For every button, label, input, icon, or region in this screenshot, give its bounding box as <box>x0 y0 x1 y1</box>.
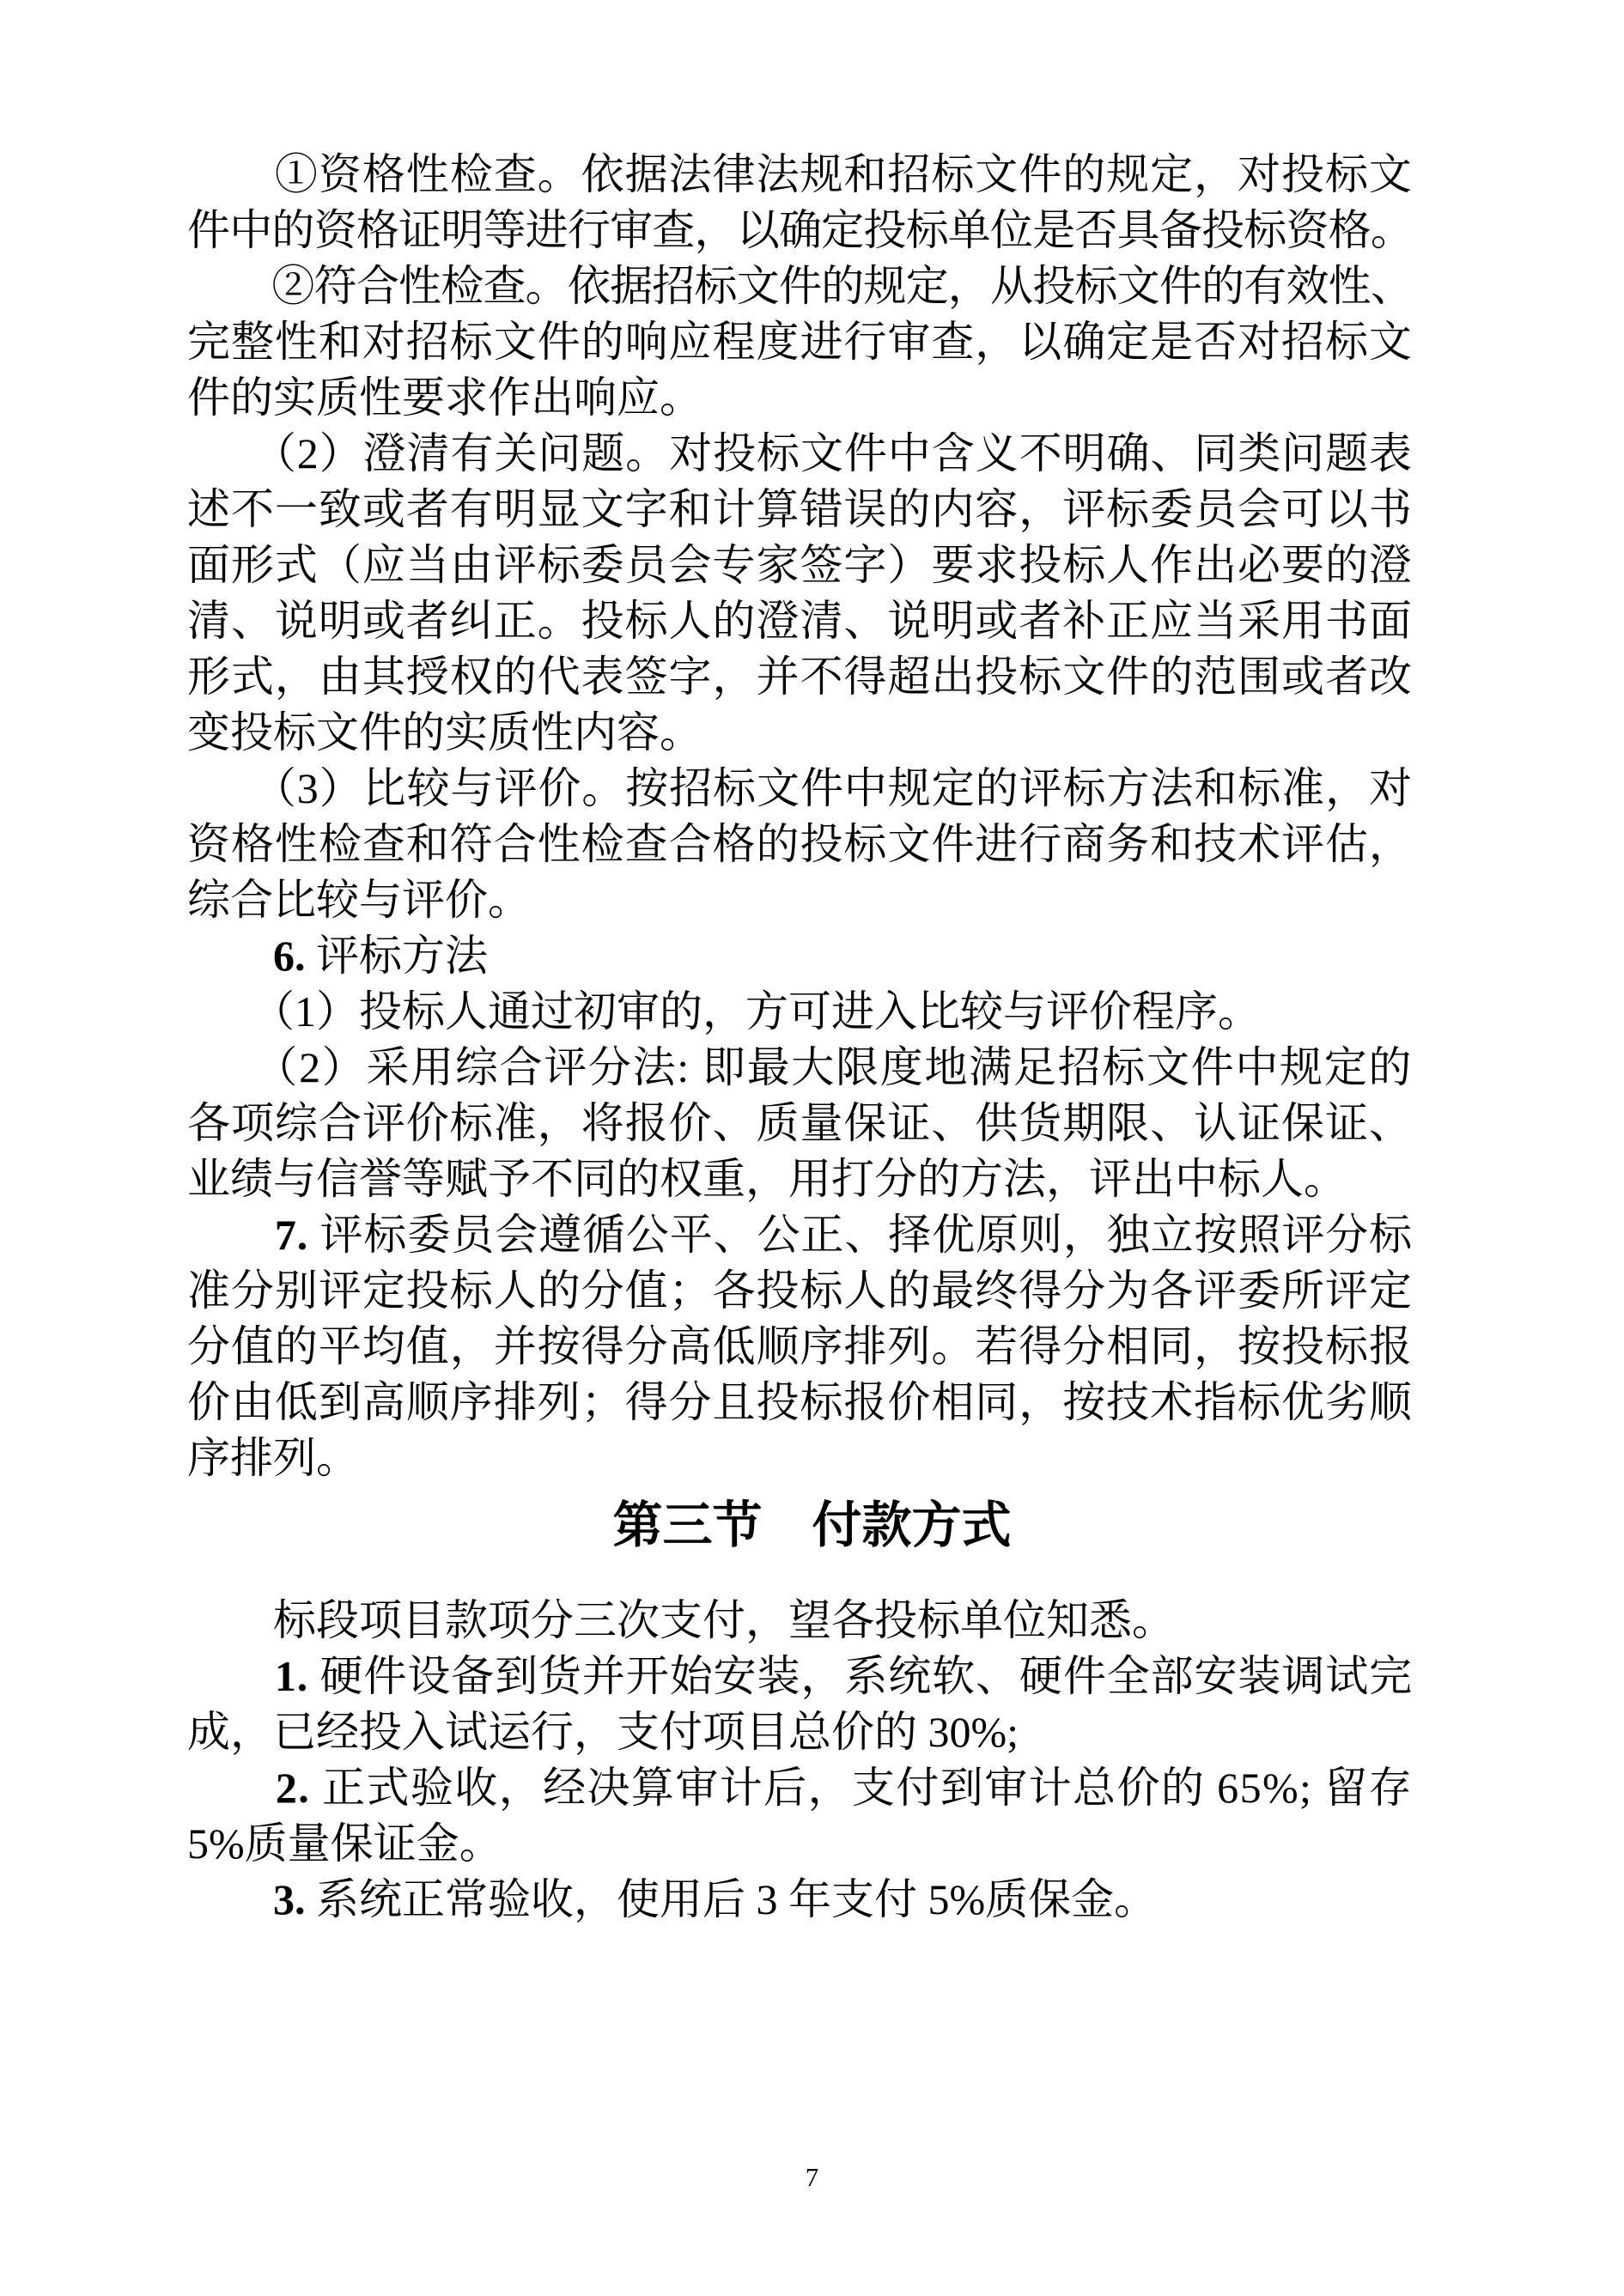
text-line <box>187 649 1413 705</box>
text-segment: 硬件设备到货并开始安装，系统软、硬件全部安装调试完 <box>308 1652 1414 1700</box>
text-line <box>187 258 1413 314</box>
text-segment: 资格性检查和符合性检查合格的投标文件进行商务和技术评估， <box>187 820 1413 868</box>
text-segment <box>187 1652 275 1700</box>
text-segment: 面形式（应当由评标委员会专家签字）要求投标人作出必要的澄 <box>187 541 1413 589</box>
text-segment: 形式，由其授权的代表签字，并不得超出投标文件的范围或者改 <box>187 653 1413 701</box>
body-text-upper <box>187 147 1413 1486</box>
text-segment: （1）投标人通过初审的，方可进入比较与评价程序。 <box>187 987 1261 1036</box>
text-line <box>187 1319 1413 1375</box>
text-line <box>187 538 1413 593</box>
text-line <box>187 370 1413 426</box>
text-segment: ①资格性检查。依据法律法规和招标文件的规定，对投标文 <box>187 150 1413 198</box>
list-number: 7. <box>274 1211 309 1259</box>
text-line <box>187 1593 1413 1649</box>
text-segment: ②符合性检查。依据招标文件的规定，从投标文件的有效性、 <box>187 262 1414 310</box>
text-line <box>187 1872 1413 1928</box>
text-segment: 评标方法 <box>305 932 488 980</box>
text-segment: 价由低到高顺序排列；得分且投标报价相同，按技术指标优劣顺 <box>187 1378 1413 1426</box>
page-number: 7 <box>805 2162 819 2192</box>
section-heading: 第三节 付款方式 <box>612 1497 1012 1553</box>
text-segment: （3）比较与评价。按招标文件中规定的评标方法和标准，对 <box>187 764 1413 812</box>
text-line <box>187 928 1413 984</box>
list-number: 3. <box>273 1875 306 1923</box>
list-number: 1. <box>274 1652 309 1700</box>
text-segment: 系统正常验收，使用后 3 年支付 5%质保金。 <box>305 1875 1158 1923</box>
text-segment: （2）澄清有关问题。对投标文件中含义不明确、同类问题表 <box>187 429 1413 477</box>
text-line <box>187 1151 1413 1207</box>
text-segment: 综合比较与评价。 <box>187 876 531 924</box>
text-segment: 业绩与信誉等赋予不同的权重，用打分的方法，评出中标人。 <box>187 1155 1347 1203</box>
text-line <box>187 1096 1413 1151</box>
text-line <box>187 1649 1413 1704</box>
text-segment <box>187 1211 275 1259</box>
text-line <box>187 1430 1413 1486</box>
text-line <box>187 1704 1413 1760</box>
text-segment <box>187 1875 273 1923</box>
text-segment: 标段项目款项分三次支付，望各投标单位知悉。 <box>187 1596 1175 1644</box>
text-line <box>187 984 1413 1040</box>
text-segment: 成，已经投入试运行，支付项目总价的 30%; <box>187 1708 1019 1756</box>
text-segment <box>187 932 273 980</box>
text-segment: 各项综合评价标准，将报价、质量保证、供货期限、认证保证、 <box>187 1099 1413 1147</box>
text-line <box>187 872 1413 928</box>
text-segment <box>187 1764 276 1812</box>
text-line <box>187 1816 1413 1872</box>
text-line <box>187 1207 1413 1263</box>
text-segment: 完整性和对招标文件的响应程度进行审查，以确定是否对招标文 <box>187 318 1413 366</box>
text-segment: 件中的资格证明等进行审查，以确定投标单位是否具备投标资格。 <box>187 206 1414 254</box>
body-text-lower <box>187 1593 1413 1928</box>
text-line <box>187 1040 1413 1096</box>
text-segment: 正式验收，经决算审计后，支付到审计总价的 65%; 留存 <box>310 1764 1414 1812</box>
text-line <box>187 1760 1413 1816</box>
text-segment: 5%质量保证金。 <box>187 1819 502 1868</box>
text-line <box>187 314 1413 370</box>
text-segment: （2）采用综合评分法: 即最大限度地满足招标文件中规定的 <box>187 1043 1414 1091</box>
text-segment: 分值的平均值，并按得分高低顺序排列。若得分相同，按投标报 <box>187 1322 1413 1370</box>
text-segment: 评标委员会遵循公平、公正、择优原则，独立按照评分标 <box>308 1211 1414 1259</box>
text-line <box>187 147 1413 203</box>
text-segment: 件的实质性要求作出响应。 <box>187 374 703 422</box>
text-line <box>187 705 1413 761</box>
text-line <box>187 817 1413 872</box>
text-line <box>187 203 1413 258</box>
list-number: 2. <box>275 1764 311 1812</box>
list-number: 6. <box>273 932 306 980</box>
text-line <box>187 426 1413 482</box>
text-line <box>187 761 1413 817</box>
text-segment: 序排列。 <box>187 1434 359 1482</box>
text-segment: 变投标文件的实质性内容。 <box>187 708 703 756</box>
text-line <box>187 1375 1413 1430</box>
text-line <box>187 1263 1413 1319</box>
text-segment: 准分别评定投标人的分值；各投标人的最终得分为各评委所评定 <box>187 1266 1413 1315</box>
text-line <box>187 593 1413 649</box>
text-line <box>187 482 1413 538</box>
text-segment: 清、说明或者纠正。投标人的澄清、说明或者补正应当采用书面 <box>187 597 1413 645</box>
text-segment: 述不一致或者有明显文字和计算错误的内容，评标委员会可以书 <box>187 485 1413 533</box>
